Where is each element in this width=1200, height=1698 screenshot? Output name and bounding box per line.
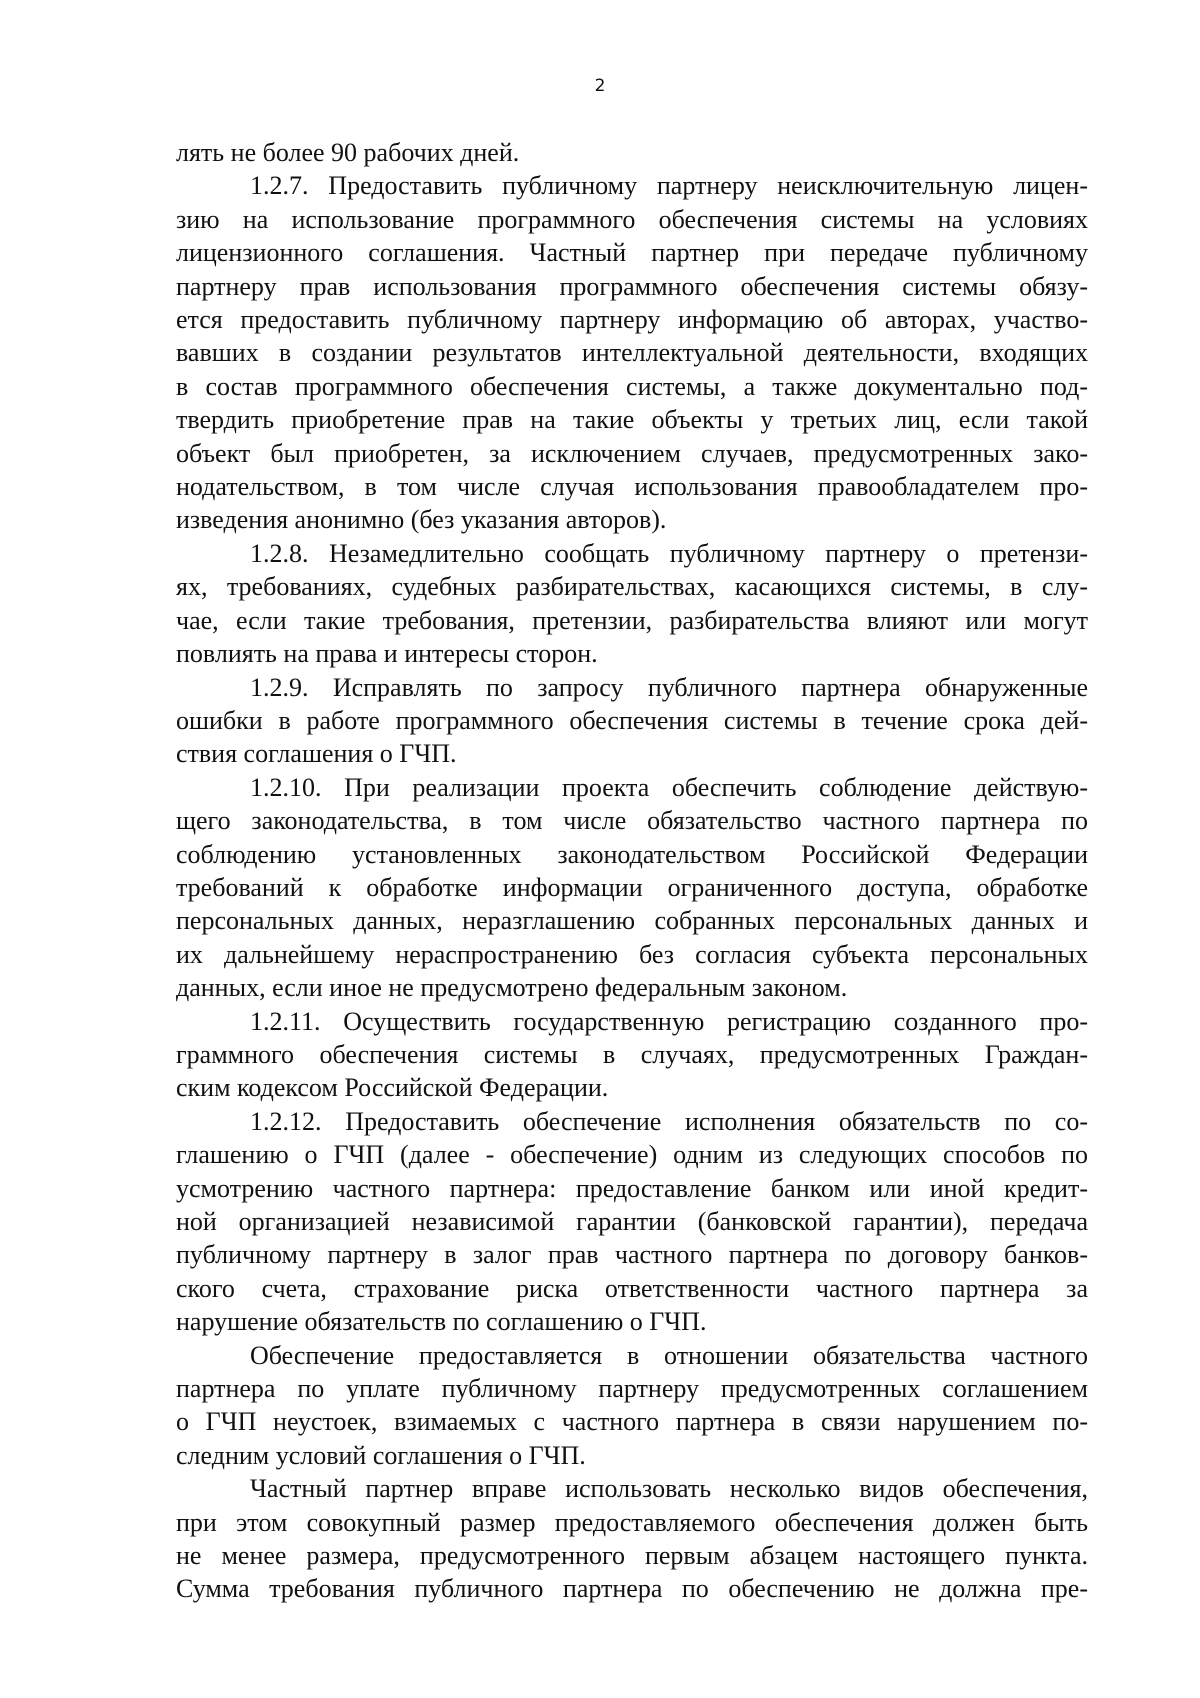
- text-line: ях, требованиях, судебных разбирательствах, касающихся системы, в слу-: [176, 572, 1088, 602]
- text-line: зию на использование программного обеспечения системы на условиях: [176, 204, 1088, 234]
- text-line: соблюдению установленных законодательством Российской Федерации: [176, 839, 1088, 869]
- document-body: [176, 136, 1088, 1606]
- text-line: повлиять на права и интересы сторон.: [176, 639, 598, 669]
- text-line: при этом совокупный размер предоставляемого обеспечения должен быть: [176, 1507, 1088, 1537]
- text-line: ется предоставить публичному партнеру информацию об авторах, участво-: [176, 305, 1088, 335]
- text-line: граммного обеспечения системы в случаях, предусмотренных Граждан-: [176, 1039, 1088, 1069]
- text-line: Частный партнер вправе использовать несколько видов обеспечения,: [250, 1474, 1088, 1504]
- paragraph: [176, 1105, 1088, 1339]
- text-line: 1.2.7. Предоставить публичному партнеру неисключительную лицен-: [250, 171, 1088, 201]
- text-line: чае, если такие требования, претензии, разбирательства влияют или могут: [176, 605, 1088, 635]
- text-line: нарушение обязательств по соглашению о ГЧП.: [176, 1307, 707, 1337]
- text-line: в состав программного обеспечения системы, а также документально под-: [176, 371, 1088, 401]
- text-line: лять не более 90 рабочих дней.: [176, 138, 520, 167]
- text-line: усмотрению частного партнера: предоставление банком или иной кредит-: [176, 1173, 1088, 1203]
- text-line: 1.2.8. Незамедлительно сообщать публичному партнеру о претензи-: [250, 538, 1088, 568]
- text-line: 1.2.11. Осуществить государственную регистрацию созданного про-: [250, 1006, 1088, 1036]
- text-line: вавших в создании результатов интеллектуальной деятельности, входящих: [176, 338, 1088, 368]
- text-line: ским кодексом Российской Федерации.: [176, 1073, 609, 1103]
- text-line: изведения анонимно (без указания авторов).: [176, 505, 667, 535]
- text-line: ной организацией независимой гарантии (банковской гарантии), передача: [176, 1207, 1088, 1236]
- text-line: ского счета, страхование риска ответственности частного партнера за: [176, 1273, 1088, 1303]
- page-number: 2: [594, 76, 606, 96]
- text-line: 1.2.12. Предоставить обеспечение исполнения обязательств по со-: [250, 1106, 1088, 1136]
- text-line: данных, если иное не предусмотрено федеральным законом.: [176, 973, 848, 1003]
- text-line: лицензионного соглашения. Частный партнер при передаче публичному: [176, 238, 1088, 268]
- text-line: персональных данных, неразглашению собранных персональных данных и: [176, 906, 1088, 936]
- paragraph: [176, 1339, 1088, 1473]
- text-line: ошибки в работе программного обеспечения системы в течение срока дей-: [176, 705, 1088, 735]
- text-line: твердить приобретение прав на такие объекты у третьих лиц, если такой: [176, 405, 1088, 435]
- text-line: следним условий соглашения о ГЧП.: [176, 1440, 586, 1470]
- text-line: Обеспечение предоставляется в отношении обязательства частного: [250, 1340, 1088, 1370]
- text-line: объект был приобретен, за исключением случаев, предусмотренных зако-: [176, 438, 1088, 468]
- text-line: 1.2.9. Исправлять по запросу публичного партнера обнаруженные: [250, 672, 1088, 702]
- text-line: нодательством, в том числе случая использования правообладателем про-: [176, 472, 1088, 502]
- paragraph: [176, 169, 1088, 536]
- paragraph: [176, 136, 1088, 169]
- text-line: не менее размера, предусмотренного первым абзацем настоящего пункта.: [176, 1541, 1088, 1571]
- text-line: о ГЧП неустоек, взимаемых с частного партнера в связи нарушением по-: [176, 1407, 1088, 1437]
- text-line: требований к обработке информации ограниченного доступа, обработке: [176, 872, 1088, 902]
- paragraph: [176, 537, 1088, 671]
- paragraph: [176, 771, 1088, 1005]
- text-line: глашению о ГЧП (далее - обеспечение) одним из следующих способов по: [176, 1140, 1088, 1170]
- text-line: партнеру прав использования программного обеспечения системы обязу-: [176, 271, 1088, 301]
- text-line: их дальнейшему нераспространению без согласия субъекта персональных: [176, 939, 1088, 969]
- paragraph: [176, 1005, 1088, 1105]
- paragraph: [176, 1472, 1088, 1606]
- text-line: 1.2.10. При реализации проекта обеспечить соблюдение действую-: [250, 772, 1088, 802]
- text-line: Сумма требования публичного партнера по обеспечению не должна пре-: [176, 1574, 1088, 1604]
- paragraph: [176, 671, 1088, 771]
- text-line: партнера по уплате публичному партнеру предусмотренных соглашением: [176, 1374, 1088, 1404]
- text-line: ствия соглашения о ГЧП.: [176, 739, 457, 769]
- text-line: щего законодательства, в том числе обязательство частного партнера по: [176, 806, 1088, 836]
- text-line: публичному партнеру в залог прав частного партнера по договору банков-: [176, 1240, 1088, 1270]
